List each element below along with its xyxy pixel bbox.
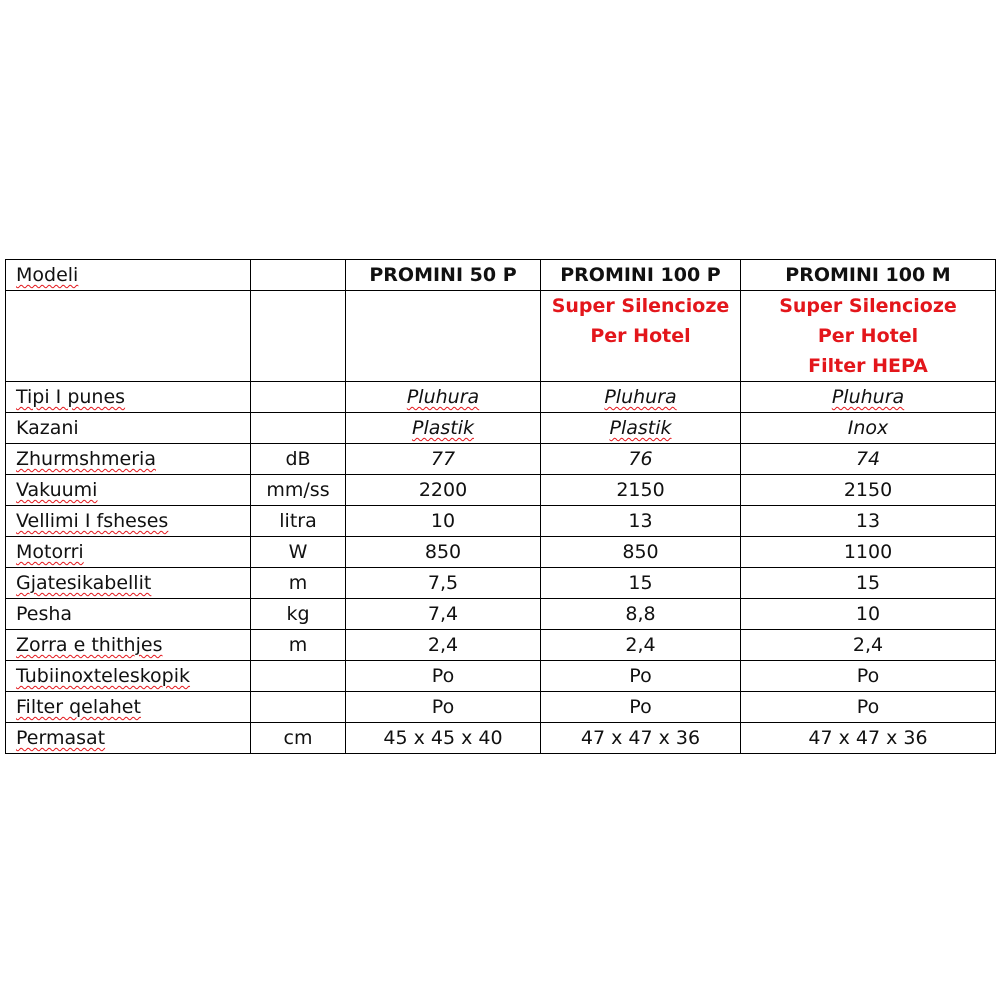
spec-row	[6, 723, 996, 754]
header-label: Modeli	[16, 264, 79, 286]
notes-row	[6, 291, 996, 382]
spec-table	[5, 259, 996, 754]
spec-value: Po	[346, 661, 541, 692]
spec-value: 10	[741, 599, 996, 630]
spec-value: 1100	[741, 537, 996, 568]
spec-unit	[251, 413, 346, 444]
spec-row	[6, 599, 996, 630]
model-notes-cell	[741, 291, 996, 382]
spec-label: Vellimi I fsheses	[6, 506, 251, 537]
spec-value: 2200	[346, 475, 541, 506]
spec-row	[6, 444, 996, 475]
spec-value: 2150	[741, 475, 996, 506]
spec-value: Plastik	[541, 413, 741, 444]
spec-unit: cm	[251, 723, 346, 754]
spec-value: 15	[741, 568, 996, 599]
spec-label: Pesha	[6, 599, 251, 630]
spec-value: 77	[346, 444, 541, 475]
header-unit-cell	[251, 260, 346, 291]
spec-row	[6, 413, 996, 444]
spec-value: 2,4	[346, 630, 541, 661]
notes-unit-cell	[251, 291, 346, 382]
spec-value: 47 x 47 x 36	[741, 723, 996, 754]
header-label-cell	[6, 260, 251, 291]
spec-value: Pluhura	[346, 382, 541, 413]
spec-value: Po	[541, 692, 741, 723]
spec-value: 2,4	[741, 630, 996, 661]
spec-row	[6, 692, 996, 723]
spec-unit: W	[251, 537, 346, 568]
model-note: Per Hotel	[817, 325, 919, 347]
spec-value: 13	[741, 506, 996, 537]
spec-row	[6, 506, 996, 537]
spec-unit: m	[251, 630, 346, 661]
spec-unit: litra	[251, 506, 346, 537]
spec-value: Pluhura	[541, 382, 741, 413]
spec-value: 7,5	[346, 568, 541, 599]
notes-label-cell	[6, 291, 251, 382]
spec-row	[6, 568, 996, 599]
spec-value: 45 x 45 x 40	[346, 723, 541, 754]
spec-label: Tubiinoxteleskopik	[6, 661, 251, 692]
spec-label: Zhurmshmeria	[6, 444, 251, 475]
spec-value: Inox	[741, 413, 996, 444]
spec-unit	[251, 661, 346, 692]
spec-unit: mm/ss	[251, 475, 346, 506]
spec-value: 13	[541, 506, 741, 537]
spec-unit: m	[251, 568, 346, 599]
model-notes-cell	[346, 291, 541, 382]
model-note: Super Silencioze	[551, 295, 730, 317]
spec-label: Zorra e thithjes	[6, 630, 251, 661]
spec-value: Pluhura	[741, 382, 996, 413]
spec-value: 2,4	[541, 630, 741, 661]
spec-row	[6, 382, 996, 413]
spec-value: Po	[741, 661, 996, 692]
spec-label: Motorri	[6, 537, 251, 568]
spec-value: 76	[541, 444, 741, 475]
spec-value: 850	[346, 537, 541, 568]
spec-value: 10	[346, 506, 541, 537]
spec-value: 8,8	[541, 599, 741, 630]
spec-value: Po	[541, 661, 741, 692]
model-name: PROMINI 50 P	[346, 260, 541, 291]
spec-value: 47 x 47 x 36	[541, 723, 741, 754]
spec-label: Permasat	[6, 723, 251, 754]
model-note: Per Hotel	[590, 325, 691, 347]
spec-value: Po	[346, 692, 541, 723]
model-name: PROMINI 100 M	[741, 260, 996, 291]
model-note: Super Silencioze	[779, 295, 957, 317]
header-row	[6, 260, 996, 291]
model-name: PROMINI 100 P	[541, 260, 741, 291]
spec-row	[6, 537, 996, 568]
spec-unit: kg	[251, 599, 346, 630]
spec-value: 7,4	[346, 599, 541, 630]
spec-row	[6, 475, 996, 506]
spec-unit	[251, 692, 346, 723]
spec-value: 74	[741, 444, 996, 475]
spec-label: Gjatesikabellit	[6, 568, 251, 599]
spec-label: Tipi I punes	[6, 382, 251, 413]
spec-value: Po	[741, 692, 996, 723]
spec-label: Kazani	[6, 413, 251, 444]
model-notes-cell	[541, 291, 741, 382]
spec-label: Filter qelahet	[6, 692, 251, 723]
spec-value: Plastik	[346, 413, 541, 444]
model-note: Filter HEPA	[808, 355, 928, 377]
spec-value: 15	[541, 568, 741, 599]
spec-label: Vakuumi	[6, 475, 251, 506]
spec-value: 850	[541, 537, 741, 568]
spec-unit	[251, 382, 346, 413]
spec-row	[6, 661, 996, 692]
spec-value: 2150	[541, 475, 741, 506]
spec-unit: dB	[251, 444, 346, 475]
spec-row	[6, 630, 996, 661]
